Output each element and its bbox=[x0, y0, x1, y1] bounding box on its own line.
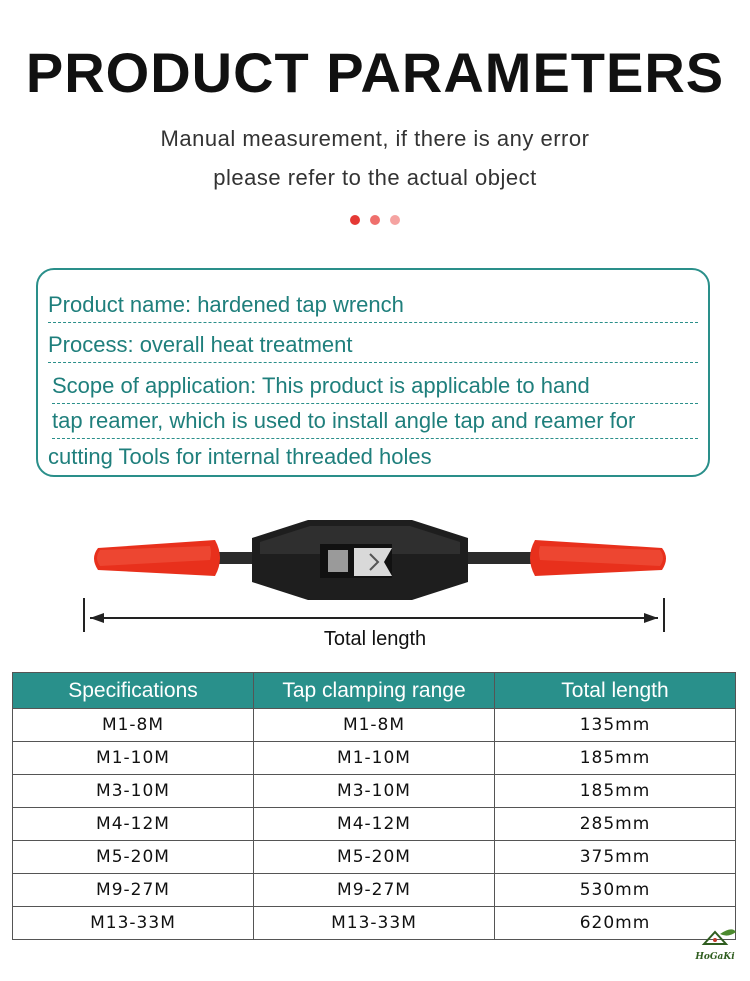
info-scope-line-3: cutting Tools for internal threaded holes bbox=[48, 444, 432, 469]
table-row bbox=[13, 874, 736, 907]
cell-total-length: 530mm bbox=[495, 874, 736, 907]
cell-clamping-range: M9-27M bbox=[254, 874, 495, 907]
table-row bbox=[13, 775, 736, 808]
cell-specification: M1-8M bbox=[13, 709, 254, 742]
total-length-label: Total length bbox=[323, 628, 427, 650]
page-title: PRODUCT PARAMETERS bbox=[25, 41, 725, 104]
tap-wrench-image bbox=[80, 510, 680, 610]
info-product-name: Product name: hardened tap wrench bbox=[48, 292, 698, 323]
brand-logo bbox=[690, 924, 740, 974]
cell-specification: M5-20M bbox=[13, 841, 254, 874]
subtitle-line-1: Manual measurement, if there is any error bbox=[160, 126, 590, 151]
subtitle-line-2: please refer to the actual object bbox=[213, 165, 537, 190]
specifications-table bbox=[12, 672, 736, 940]
cell-specification: M9-27M bbox=[13, 874, 254, 907]
cell-total-length: 135mm bbox=[495, 709, 736, 742]
table-row bbox=[13, 742, 736, 775]
cell-specification: M1-10M bbox=[13, 742, 254, 775]
dot-icon bbox=[350, 215, 360, 225]
decorative-dots bbox=[350, 215, 410, 227]
header-specifications: Specifications bbox=[13, 673, 254, 709]
cell-clamping-range: M13-33M bbox=[254, 907, 495, 940]
table-row bbox=[13, 841, 736, 874]
cell-total-length: 375mm bbox=[495, 841, 736, 874]
table-row bbox=[13, 709, 736, 742]
table-header-row bbox=[13, 673, 736, 709]
dot-icon bbox=[390, 215, 400, 225]
header-tap-clamping-range: Tap clamping range bbox=[254, 673, 495, 709]
cell-specification: M4-12M bbox=[13, 808, 254, 841]
cell-total-length: 285mm bbox=[495, 808, 736, 841]
cell-total-length: 620mm bbox=[495, 907, 736, 940]
product-info-box bbox=[36, 268, 710, 477]
cell-specification: M3-10M bbox=[13, 775, 254, 808]
cell-clamping-range: M5-20M bbox=[254, 841, 495, 874]
info-scope-line-2: tap reamer, which is used to install angle tap and reamer for bbox=[52, 408, 698, 439]
cell-clamping-range: M1-8M bbox=[254, 709, 495, 742]
brand-name: HoGaKi bbox=[695, 952, 735, 962]
info-scope-line-1: Scope of application: This product is applicable to hand bbox=[52, 373, 698, 404]
table-row bbox=[13, 907, 736, 940]
cell-total-length: 185mm bbox=[495, 742, 736, 775]
cell-clamping-range: M1-10M bbox=[254, 742, 495, 775]
table-row bbox=[13, 808, 736, 841]
dot-icon bbox=[370, 215, 380, 225]
cell-specification: M13-33M bbox=[13, 907, 254, 940]
cell-total-length: 185mm bbox=[495, 775, 736, 808]
info-process: Process: overall heat treatment bbox=[48, 332, 698, 363]
cell-clamping-range: M3-10M bbox=[254, 775, 495, 808]
leaf-house-icon bbox=[690, 924, 740, 952]
header-total-length: Total length bbox=[495, 673, 736, 709]
cell-clamping-range: M4-12M bbox=[254, 808, 495, 841]
